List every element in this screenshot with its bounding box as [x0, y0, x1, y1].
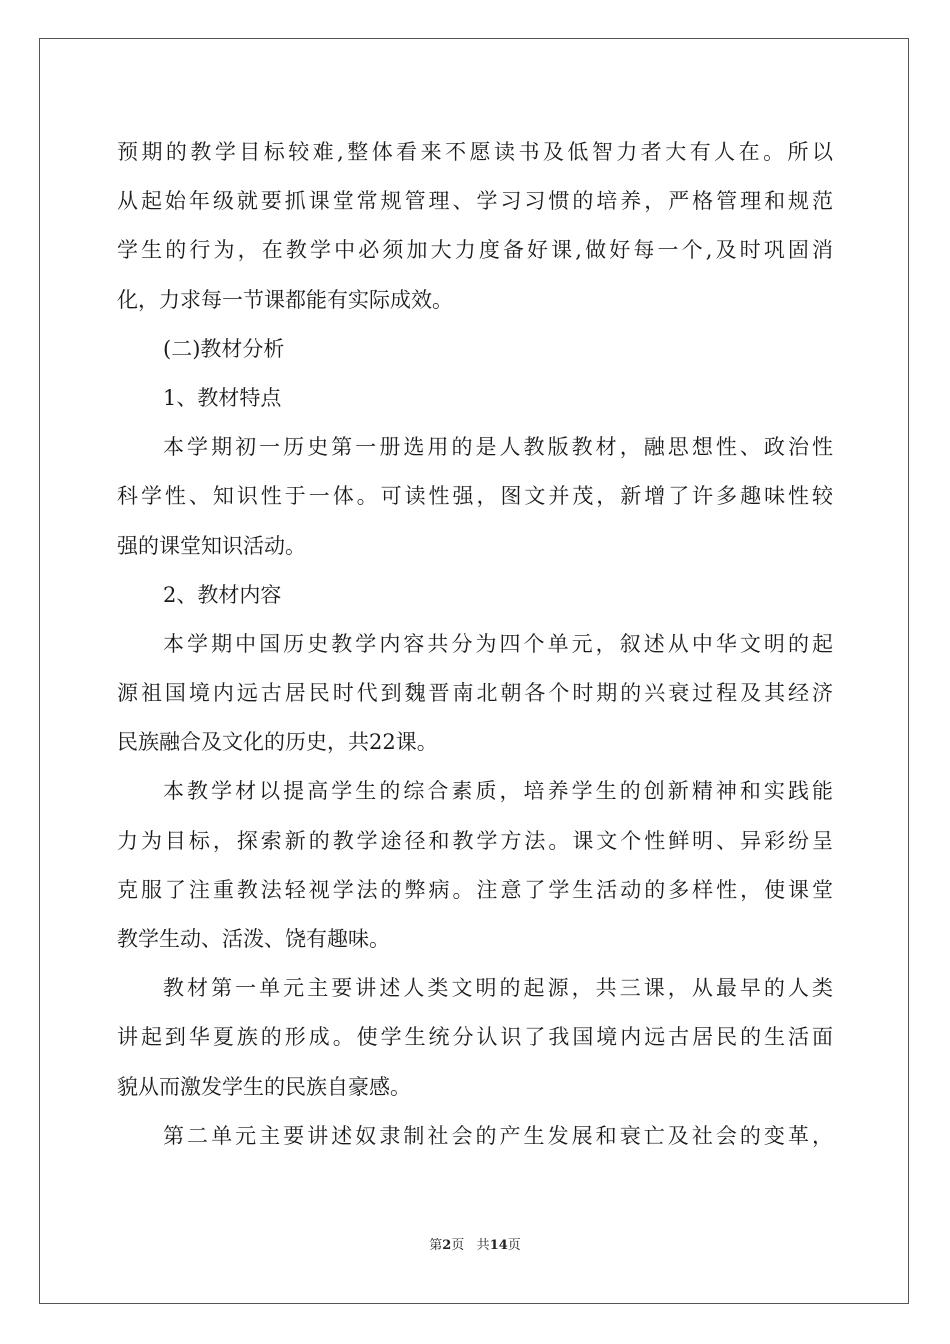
- text-line: 力为目标，探索新的教学途径和教学方法。课文个性鲜明、异彩纷呈: [117, 828, 833, 853]
- text-line: 第二单元主要讲述奴隶制社会的产生发展和衰亡及社会的变革，: [163, 1123, 833, 1148]
- text-line: 教学生动、活泼、饶有趣味。: [117, 927, 390, 951]
- text-line: 科学性、知识性于一体。可读性强，图文并茂，新增了许多趣味性较: [117, 484, 833, 509]
- text-line: 源祖国境内远古居民时代到魏晋南北朝各个时期的兴衰过程及其经济: [117, 681, 833, 706]
- document-body: [117, 128, 833, 1161]
- text-line: 1、教材特点: [163, 385, 282, 410]
- text-line: 预期的教学目标较难,整体看来不愿读书及低智力者大有人在。所以: [117, 140, 833, 164]
- text-line: 本教学材以提高学生的综合素质，培养学生的创新精神和实践能: [163, 779, 833, 804]
- page-footer: [0, 1234, 950, 1253]
- text-line: (二)教材分析: [163, 336, 285, 361]
- text-line: 本学期中国历史教学内容共分为四个单元，叙述从中华文明的起: [163, 631, 833, 656]
- text-line: 强的课堂知识活动。: [117, 533, 306, 558]
- current-page-number: 2: [442, 1238, 452, 1253]
- text-line: 讲起到华夏族的形成。使学生统分认识了我国境内远古居民的生活面: [117, 1025, 833, 1050]
- text-line: 本学期初一历史第一册选用的是人教版教材，融思想性、政治性: [163, 435, 833, 460]
- page-label-prefix: 第: [429, 1238, 443, 1253]
- text-line: 克服了注重教法轻视学法的弊病。注意了学生活动的多样性，使课堂: [117, 877, 833, 902]
- text-line: 貌从而激发学生的民族自豪感。: [117, 1074, 411, 1099]
- text-line: 从起始年级就要抓课堂常规管理、学习习惯的培养，严格管理和规范: [117, 189, 833, 214]
- text-line: 民族融合及文化的历史，共22课。: [117, 730, 438, 755]
- total-label-prefix: 共: [476, 1238, 490, 1253]
- total-page-number: 14: [489, 1238, 508, 1253]
- text-line: 2、教材内容: [163, 582, 282, 607]
- total-label-suffix: 页: [507, 1238, 521, 1253]
- text-line: 教材第一单元主要讲述人类文明的起源，共三课，从最早的人类: [163, 976, 833, 1001]
- page-label-suffix: 页: [451, 1238, 465, 1253]
- text-line: 学生的行为，在教学中必须加大力度备好课,做好每一个,及时巩固消: [117, 238, 833, 263]
- text-line: 化，力求每一节课都能有实际成效。: [117, 287, 453, 312]
